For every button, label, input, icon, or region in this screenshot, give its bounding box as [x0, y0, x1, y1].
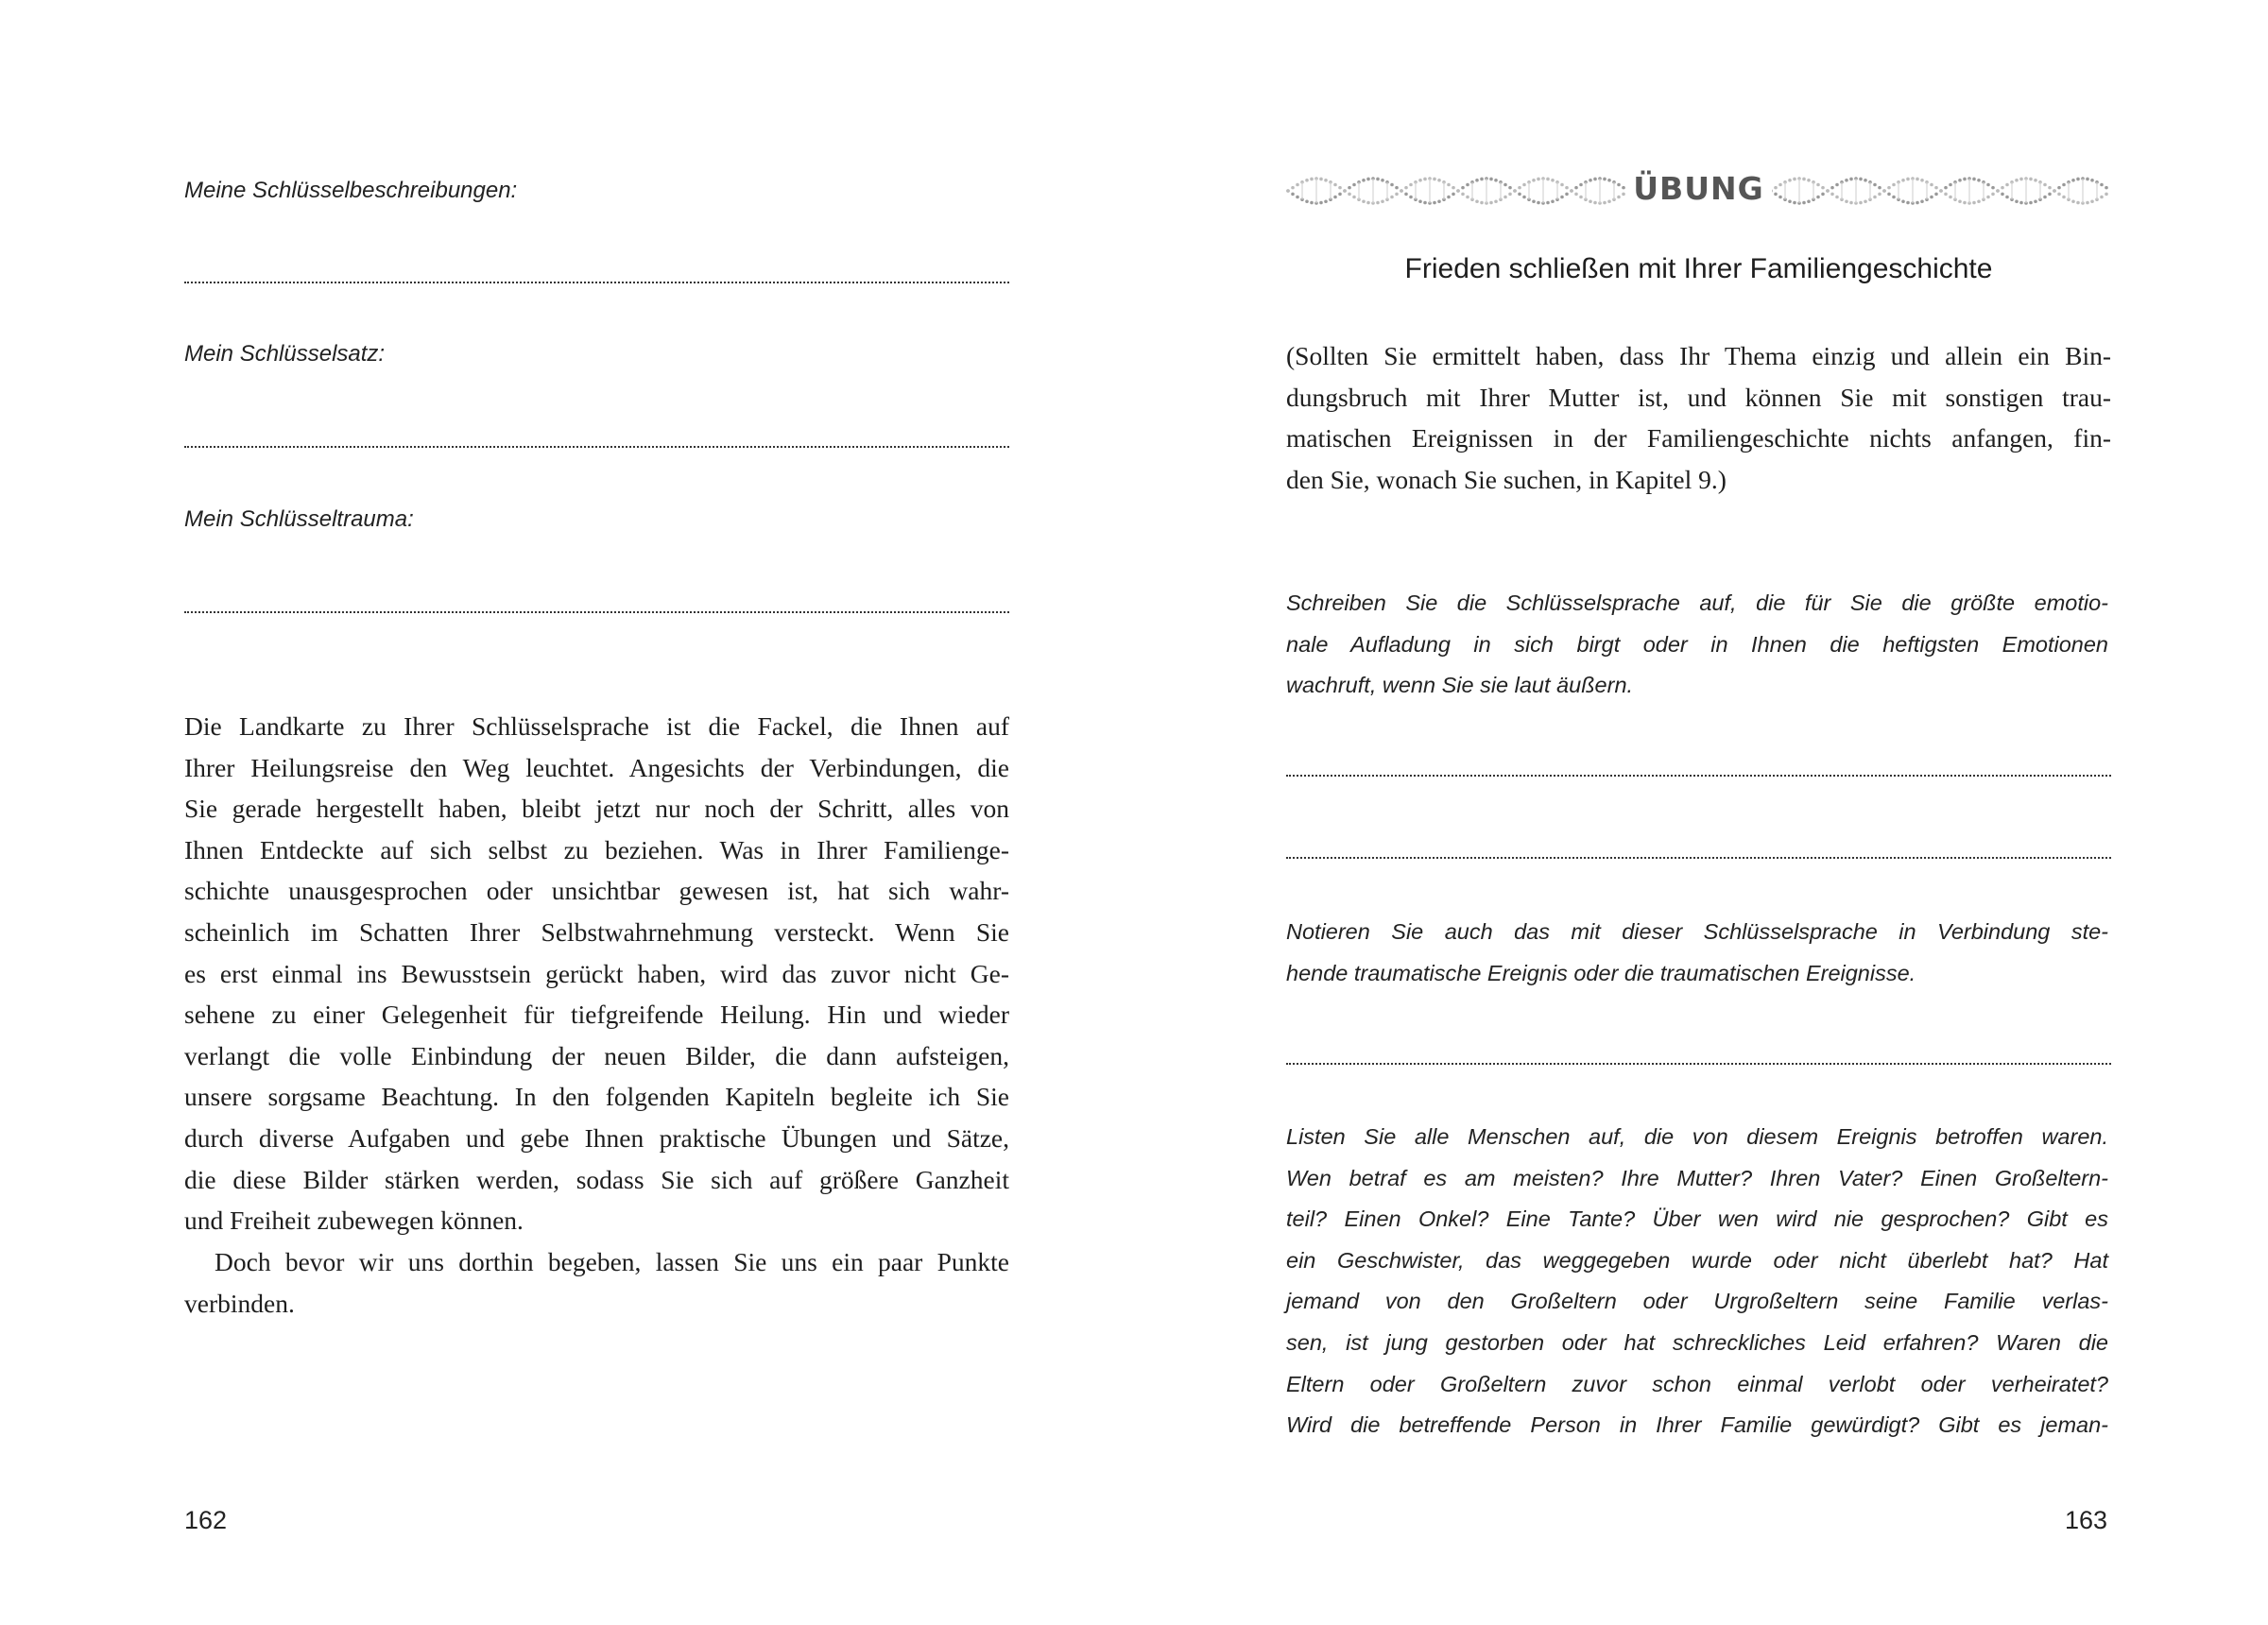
text-line: verbinden. [184, 1288, 295, 1318]
exercise-title: Frieden schließen mit Ihrer Familiengeschichte [1404, 253, 1993, 284]
text-line: die diese Bilder stärken werden, sodass Sie sich auf größere Ganzheit [184, 1164, 1009, 1194]
prompt-affected-people [1286, 1117, 2108, 1446]
write-in-line[interactable] [1286, 775, 2111, 777]
text-line: verlangt die volle Einbindung der neuen Bilder, die dann aufsteigen, [184, 1040, 1009, 1070]
text-line: teil? Einen Onkel? Eine Tante? Über wen wird nie gesprochen? Gibt es [1286, 1206, 2108, 1232]
text-line: den Sie, wonach Sie suchen, in Kapitel 9.) [1286, 464, 1727, 494]
prompt-traumatic-events [1286, 912, 2108, 994]
text-line: nale Aufladung in sich birgt oder in Ihnen die heftigsten Emotionen [1286, 631, 2108, 657]
body-paragraph [184, 706, 1009, 1241]
section-label: ÜBUNG [1625, 170, 1771, 207]
text-line: wachruft, wenn Sie sie laut äußern. [1286, 673, 1634, 698]
field-label-key-trauma: Mein Schlüsseltrauma: [184, 506, 414, 532]
write-in-line[interactable] [184, 611, 1009, 613]
text-line: schichte unausgesprochen oder unsichtbar gewesen ist, hat sich wahr- [184, 876, 1009, 906]
text-line: (Sollten Sie ermittelt haben, dass Ihr Thema einzig und allein ein Bin- [1286, 341, 2111, 370]
write-in-line[interactable] [184, 446, 1009, 448]
text-line: sehene zu einer Gelegenheit für tiefgreifende Heilung. Hin und wieder [184, 1000, 1009, 1030]
text-line: jemand von den Großeltern oder Urgroßeltern seine Familie verlas- [1286, 1289, 2108, 1314]
page-number: 162 [184, 1506, 228, 1534]
text-line: dungsbruch mit Ihrer Mutter ist, und können Sie mit sonstigen trau- [1286, 382, 2111, 412]
text-line: es erst einmal ins Bewusstsein gerückt haben, wird das zuvor nicht Ge- [184, 958, 1009, 988]
prompt-key-language [1286, 583, 2108, 707]
field-label-key-sentence: Mein Schlüsselsatz: [184, 341, 386, 367]
text-line: unsere sorgsame Beachtung. In den folgenden Kapiteln begleite ich Sie [184, 1082, 1009, 1112]
page-number: 163 [2064, 1506, 2107, 1534]
text-line: und Freiheit zubewegen können. [184, 1206, 524, 1236]
text-line: durch diverse Aufgaben und gebe Ihnen praktische Übungen und Sätze, [184, 1122, 1009, 1153]
text-line: Eltern oder Großeltern zuvor schon einmal verlobt oder verheiratet? [1286, 1371, 2108, 1396]
text-line: Sie gerade hergestellt haben, bleibt jetzt nur noch der Schritt, alles von [184, 794, 1009, 824]
text-line: Ihrer Heilungsreise den Weg leuchtet. Angesichts der Verbindungen, die [184, 752, 1009, 782]
write-in-line[interactable] [1286, 857, 2111, 859]
body-paragraph-2 [184, 1241, 1009, 1324]
text-line: Ihnen Entdeckte auf sich selbst zu beziehen. Was in Ihrer Familienge- [184, 834, 1009, 864]
write-in-line[interactable] [1286, 1063, 2111, 1065]
text-line: Listen Sie alle Menschen auf, die von diesem Ereignis betroffen waren. [1286, 1124, 2108, 1149]
text-line: Doch bevor wir uns dorthin begeben, lassen Sie uns ein paar Punkte [215, 1247, 1009, 1276]
text-line: Die Landkarte zu Ihrer Schlüsselsprache ist die Fackel, die Ihnen auf [184, 711, 1009, 741]
text-line: hende traumatische Ereignis oder die traumatischen Ereignisse. [1286, 960, 1916, 985]
text-line: Wird die betreffende Person in Ihrer Familie gewürdigt? Gibt es jeman- [1286, 1412, 2108, 1438]
text-line: Schreiben Sie die Schlüsselsprache auf, die für Sie die größte emotio- [1286, 590, 2108, 615]
text-line: Notieren Sie auch das mit dieser Schlüsselsprache in Verbindung ste- [1286, 919, 2108, 944]
field-label-key-descriptions: Meine Schlüsselbeschreibungen: [184, 178, 518, 203]
text-line: ein Geschwister, das weggegeben wurde oder nicht überlebt hat? Hat [1286, 1247, 2108, 1273]
text-line: Wen betraf es am meisten? Ihre Mutter? Ihren Vater? Einen Großeltern- [1286, 1165, 2108, 1190]
text-line: scheinlich im Schatten Ihrer Selbstwahrnehmung versteckt. Wenn Sie [184, 916, 1009, 947]
write-in-line[interactable] [184, 282, 1009, 283]
intro-paragraph [1286, 335, 2111, 500]
text-line: sen, ist jung gestorben oder hat schreckliches Leid erfahren? Waren die [1286, 1329, 2108, 1355]
text-line: matischen Ereignissen in der Familiengeschichte nichts anfangen, fin- [1286, 423, 2111, 453]
